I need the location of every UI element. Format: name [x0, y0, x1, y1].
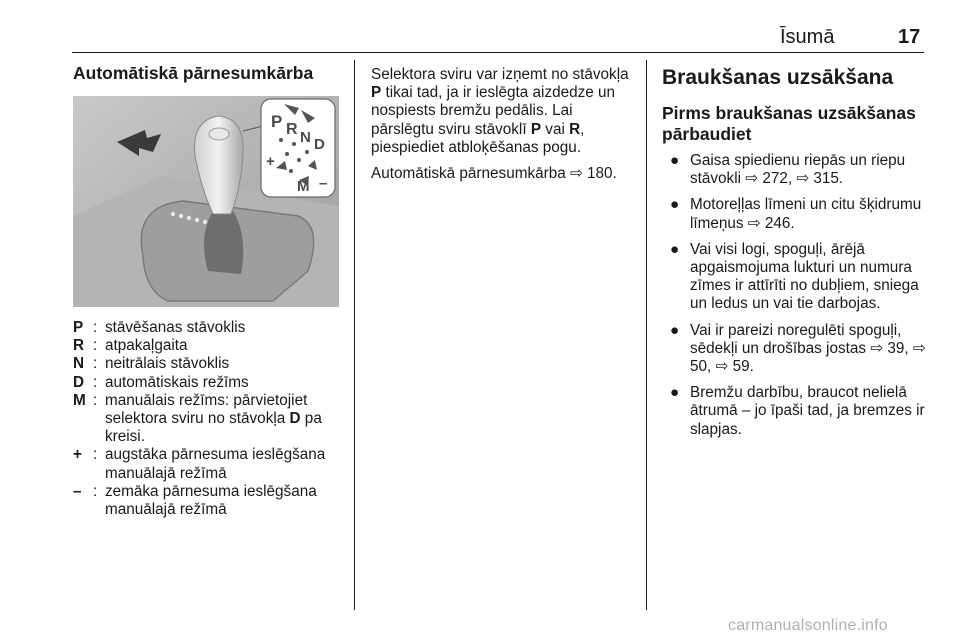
bullet-icon: ●	[670, 152, 680, 169]
list-item	[662, 152, 932, 188]
legend-text: pa kreisi.	[105, 410, 322, 446]
selector-legend	[73, 319, 341, 519]
gate-letter-minus: –	[319, 175, 328, 192]
header-rule	[72, 52, 924, 53]
legend-row-d	[73, 374, 341, 392]
bullet-icon: ●	[670, 321, 680, 339]
legend-row-m	[73, 392, 341, 447]
legend-description: atpakaļgaita	[105, 337, 188, 355]
list-item	[662, 196, 932, 232]
legend-description: neitrālais stāvoklis	[105, 355, 230, 373]
legend-separator: :	[93, 391, 98, 409]
paragraph-text: , piespiediet atbloķēšanas pogu.	[371, 120, 585, 156]
legend-separator: :	[93, 337, 98, 355]
legend-key: +	[73, 446, 82, 464]
bold-p: P	[530, 120, 542, 138]
paragraph-text: tikai tad, ja ir ieslēgta aizdedze un nospiests bremžu pedālis. Lai pārslēgtu sviru stāvoklī	[371, 84, 616, 138]
legend-description	[105, 392, 341, 447]
legend-key: –	[73, 482, 82, 500]
list-item-text: Vai visi logi, spoguļi, ārējā apgaismojuma lukturi un numura zīmes ir attīrīti no dubļiem, sniega un ledus un vai tie darbojas.	[690, 240, 919, 313]
gate-letter-m: M	[297, 178, 310, 195]
legend-row-r	[73, 337, 341, 355]
legend-separator: :	[93, 446, 98, 464]
gate-letter-plus: +	[266, 153, 275, 170]
legend-row-minus	[73, 483, 341, 519]
bold-p: P	[371, 84, 382, 102]
list-item	[662, 322, 932, 377]
legend-separator: :	[93, 319, 98, 336]
paragraph-text: vai	[541, 120, 570, 138]
legend-row-n	[73, 355, 341, 373]
section-heading-automatic-gearbox: Automātiskā pārnesumkārba	[73, 63, 314, 83]
legend-key: D	[73, 373, 85, 391]
paragraph-selector-release	[371, 66, 637, 157]
bold-r: R	[569, 120, 581, 138]
subsection-title-checks: Pirms braukšanas uzsākšanas pārbaudiet	[662, 103, 916, 144]
gear-selector-illustration	[73, 96, 339, 307]
list-item-text: Gaisa spiedienu riepās un riepu stāvokli ⇨ 272, ⇨ 315.	[690, 152, 906, 188]
gate-letter-d: D	[314, 136, 325, 153]
gate-letter-r: R	[286, 121, 298, 138]
bullet-icon: ●	[670, 240, 680, 258]
gate-letter-n: N	[300, 129, 311, 146]
section-title-starting-off: Braukšanas uzsākšana	[662, 66, 894, 89]
legend-description: augstāka pārnesuma ieslēgšana manuālajā režīmā	[105, 446, 326, 482]
legend-bold-d: D	[289, 410, 301, 428]
bullet-icon: ●	[670, 196, 680, 214]
gate-letter-p: P	[271, 112, 283, 131]
checklist	[662, 152, 932, 447]
middle-column	[371, 66, 637, 191]
shifter-knob-button	[209, 128, 229, 140]
legend-separator: :	[93, 355, 98, 373]
shifter-boot	[204, 211, 243, 274]
paragraph-text: Selektora sviru var izņemt no stāvokļa	[371, 66, 629, 83]
legend-key: M	[73, 391, 86, 409]
legend-separator: :	[93, 482, 98, 500]
column-divider-left	[354, 60, 355, 610]
legend-description: zemāka pārnesuma ieslēgšana manuālajā režīmā	[105, 482, 317, 519]
legend-key: R	[73, 337, 85, 355]
legend-description: stāvēšanas stāvoklis	[105, 319, 246, 336]
watermark: carmanualsonline.info	[728, 617, 888, 634]
list-item-text: Bremžu darbību, braucot nelielā ātrumā – jo īpaši tad, ja bremzes ir slapjas.	[690, 384, 925, 438]
page-number: 17	[898, 26, 921, 48]
list-item-text: Motoreļļas līmeni un citu šķidrumu līmeņus ⇨ 246.	[690, 196, 922, 232]
list-item	[662, 241, 932, 314]
running-header-title: Īsumā	[780, 26, 835, 48]
legend-text: manuālais režīms: pārvietojiet selektora sviru no stāvokļa	[105, 391, 308, 428]
legend-row-p	[73, 319, 341, 337]
cross-reference-automatic-gearbox: Automātiskā pārnesumkārba ⇨ 180.	[371, 165, 617, 183]
legend-row-plus	[73, 446, 341, 482]
list-item	[662, 384, 932, 439]
legend-separator: :	[93, 373, 98, 391]
column-divider-right	[646, 60, 647, 610]
legend-description: automātiskais režīms	[105, 373, 249, 391]
bullet-icon: ●	[670, 384, 680, 402]
legend-key: N	[73, 355, 85, 373]
legend-key: P	[73, 319, 84, 336]
list-item-text: Vai ir pareizi noregulēti spoguļi, sēdekļi un drošības jostas ⇨ 39, ⇨ 50, ⇨ 59.	[690, 321, 926, 376]
